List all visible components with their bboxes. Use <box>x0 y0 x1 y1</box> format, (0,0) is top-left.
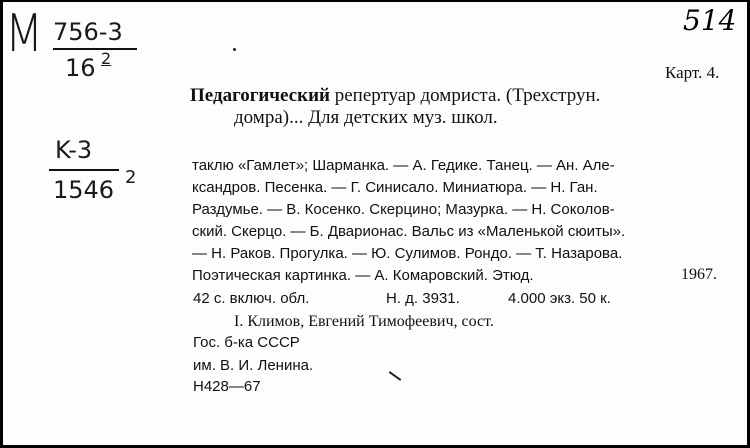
title-bold: Педагогический <box>190 85 330 106</box>
card-number: 514 <box>683 4 737 37</box>
catalog-mark-2-denominator: 1546 <box>53 176 115 204</box>
contents-line-4: ский. Скерцо. — Б. Дварионас. Вальс из «Маленькой сюиты». <box>192 223 626 240</box>
contents-line-3: Раздумье. — В. Косенко. Скерцино; Мазурка. — Н. Соколов- <box>192 201 615 218</box>
catalog-mark-2: K-3 <box>55 136 93 164</box>
library-line-1: Гос. б-ка СССР <box>193 334 300 351</box>
catalog-mark-2-rule <box>49 169 119 171</box>
catalog-mark-2-sup: 2 <box>125 167 137 188</box>
title-rest: репертуар домриста. (Трехструн. <box>334 85 601 106</box>
contents-line-5: — Н. Раков. Прогулка. — Ю. Сулимов. Рондо. — Т. Назарова. <box>192 245 623 262</box>
catalog-mark-1: 756-3 <box>53 18 123 46</box>
catalog-mark-1-denominator: 16 <box>65 54 96 82</box>
pages: 42 с. включ. обл. <box>193 290 310 307</box>
catalog-code: Н428—67 <box>193 378 261 395</box>
catalog-mark-1-rule <box>53 48 137 50</box>
contents-line-1: таклю «Гамлет»; Шарманка. — А. Гедике. Танец. — Ан. Але- <box>192 157 615 174</box>
contents-line-6: Поэтическая картинка. — А. Комаровский. Этюд. <box>192 267 534 284</box>
year: 1967. <box>681 266 717 283</box>
copies-price: 4.000 экз. 50 к. <box>508 290 611 307</box>
card-label: Карт. 4. <box>665 63 720 82</box>
plate-number: Н. д. 3931. <box>386 290 460 307</box>
stray-dot <box>233 48 236 51</box>
library-line-2: им. В. И. Ленина. <box>193 357 314 374</box>
compiler: I. Климов, Евгений Тимофеевич, сост. <box>234 313 494 330</box>
catalog-mark-1-sup: 2 <box>101 49 112 68</box>
stray-mark <box>389 371 402 381</box>
title-line-1 <box>190 86 600 105</box>
title-line-2: домра)... Для детских муз. школ. <box>234 107 498 128</box>
handwritten-m-mark: M <box>5 4 44 64</box>
contents-line-2: ксандров. Песенка. — Г. Синисало. Миниатюра. — Н. Ган. <box>192 179 598 196</box>
